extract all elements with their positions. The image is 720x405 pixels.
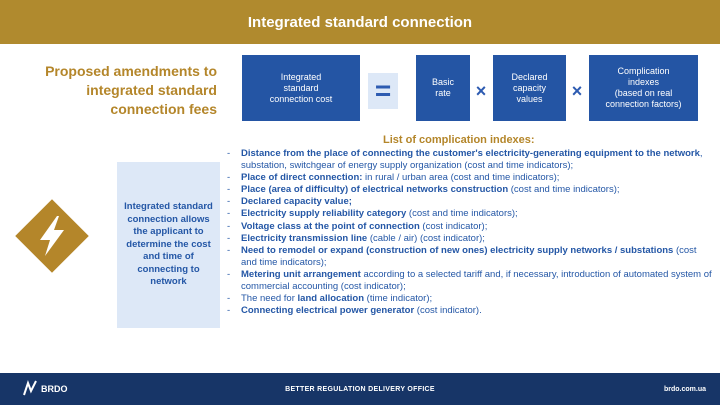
list-item: - Metering unit arrangement according to a selected tariff and, if necessary, introduction of automated system of commercial accounting (cost indicator); (227, 269, 715, 293)
slide-header (0, 0, 720, 44)
complication-box (589, 55, 698, 121)
complication-group (597, 66, 690, 110)
list-item: - Need to remodel or expand (construction of new ones) electricity supply networks / substations (cost and time indicators); (227, 245, 715, 269)
equals-sign (368, 73, 398, 109)
lightning-diamond-icon (12, 196, 92, 276)
declared-capacity-box (493, 55, 566, 121)
basic-rate-box (416, 55, 470, 121)
list-item: - Place of direct connection: in rural / urban area (cost and time indicators); (227, 172, 715, 184)
complication-note: (based on real connection factors) (605, 88, 682, 109)
amendments-title: Proposed amendments to integrated standard connection fees (45, 63, 217, 117)
slide-title: Integrated standard connection (247, 13, 473, 31)
list-item: - Connecting electrical power generator (cost indicator). (227, 305, 715, 317)
basic-rate-label: Basic rate (431, 77, 454, 98)
complication-label: Complication indexes (617, 66, 670, 87)
multiply-sign-2 (568, 79, 586, 103)
list-item: - Electricity supply reliability category (cost and time indicators); (227, 208, 715, 220)
footer (0, 373, 720, 405)
formula-result-label: Integrated standard connection cost (269, 71, 333, 104)
multiply-label-1: × (475, 80, 487, 101)
list-item: - The need for land allocation (time indicator); (227, 293, 715, 305)
list-item: - Place (area of difficulty) of electrical networks construction (cost and time indicators); (227, 184, 715, 196)
footer-org-name: BETTER REGULATION DELIVERY OFFICE (285, 385, 435, 393)
list-item: - Distance from the place of connecting the customer's electricity-generating equipment to the network, substation, switchgear of energy supply organization (cost and time indicators); (227, 148, 715, 172)
footer-logo[interactable] (22, 379, 68, 399)
formula-result-box (242, 55, 360, 121)
list-item: - Declared capacity value; (227, 196, 715, 208)
multiply-sign-1 (472, 79, 490, 103)
brdo-logo-icon (22, 379, 38, 399)
list-item: - Electricity transmission line (cable / air) (cost indicator); (227, 233, 715, 245)
list-title: List of complication indexes: (383, 134, 535, 146)
list-item: - Voltage class at the point of connection (cost indicator); (227, 221, 715, 233)
side-info-text: Integrated standard connection allows the applicant to determine the cost and time of connecting to network (124, 201, 213, 288)
equals-label: = (374, 75, 392, 106)
side-info-box (117, 162, 220, 328)
multiply-label-2: × (571, 80, 583, 101)
footer-logo-text: BRDO (41, 384, 68, 394)
footer-website-link[interactable]: brdo.com.ua (663, 385, 706, 393)
declared-capacity-label: Declared capacity values (511, 71, 548, 104)
complication-list (227, 148, 715, 317)
